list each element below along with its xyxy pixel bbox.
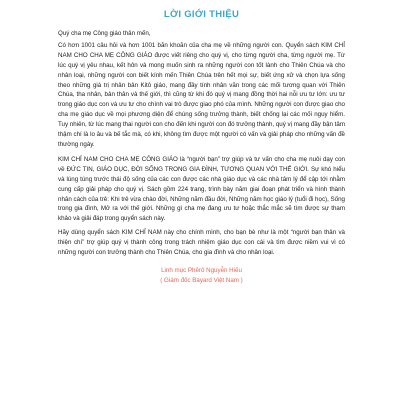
signature-role: ( Giám đốc Bayard Việt Nam ): [160, 276, 243, 284]
page-title: LỜI GIỚI THIỆU: [163, 9, 240, 20]
greeting: Quý cha mẹ Công giáo thân mến,: [58, 30, 151, 37]
signature-block: [58, 266, 345, 286]
paragraph-3: Hãy dùng quyển sách KIM CHỈ NAM này cho chính mình, cho bạn bè như là một “người bạn thân và thiện chí” trợ giúp quý vị thành công trong trách nhiệm giáo dục con cái và tìm được niềm vui vì có những người con trưởng thành cho Thiên Chúa, cho gia đình và cho nhân loại.: [58, 229, 345, 257]
paragraph-1: Có hơn 1001 câu hỏi và hơn 1001 băn khoăn của cha mẹ về những người con. Quyển sách KIM CHỈ NAM CHO CHA MẸ CÔNG GIÁO được viết riêng cho quý vị, cho từng người cha, từng người mẹ. Từ lúc quý vị yêu nhau, kết hôn và mong muốn sinh ra những người con tốt lành cho Thiên Chúa và cho nhân loại, những người con biết kính mến Thiên Chúa trên hết mọi sự, biết ứng xử và chọn lựa sống theo những giá trị nhân bản Kitô giáo, mang đầy tính nhân văn trong các mối tương quan với Thiên Chúa, tha nhân, bản thân và thế giới, thì cũng từ khi đó quý vị mang đồng thời hai nỗi ưu tư lớn: ưu tư trong giáo dục con và ưu tư cho chính vai trò được giao phó của mình. Những người con được giao cho cha mẹ giáo dục về mọi phương diện để chúng sống trưởng thành, biết chống lại các mối nguy hiểm. Tuy nhiên, từ lúc mang thai người con cho đến khi người con đó trưởng thành, quý vị mang đầy bận tâm thậm chí là lo âu và bế tắc mà, có khi, không tìm được một người có vấn và giải pháp cho những vấn đề thường ngày.: [58, 41, 345, 148]
signature-name: Linh mục Phêrô Nguyễn Hiếu: [161, 266, 242, 274]
paragraph-2: KIM CHỈ NAM CHO CHA MẸ CÔNG GIÁO là “người bạn” trợ giúp và tư vấn cho cha mẹ nuôi dạy con về ĐỨC TIN, GIÁO DỤC, ĐỜI SỐNG TRONG GIA ĐÌNH, TƯƠNG QUAN VỚI THẾ GIỚI. Sự khó hiểu và lúng túng trước thái độ sống của các con được các nhà giáo dục và các nhà tâm lý để cập tới nhằm cung cấp giải pháp cho quý vị. Sách gồm 224 trang, trình bày năm giai đoạn phát triển và hình thành nhân cách của trẻ: Khi trẻ vừa chào đời, Những năm đầu đời, Những năm học giáo lý (tuổi đi học), Sống trong gia đình, Mở ra với thế giới. Những gì cha mẹ đang ưu tư hoặc thắc mắc sẽ tìm được sự tham khảo và giải đáp trong quyển sách này.: [58, 155, 345, 223]
